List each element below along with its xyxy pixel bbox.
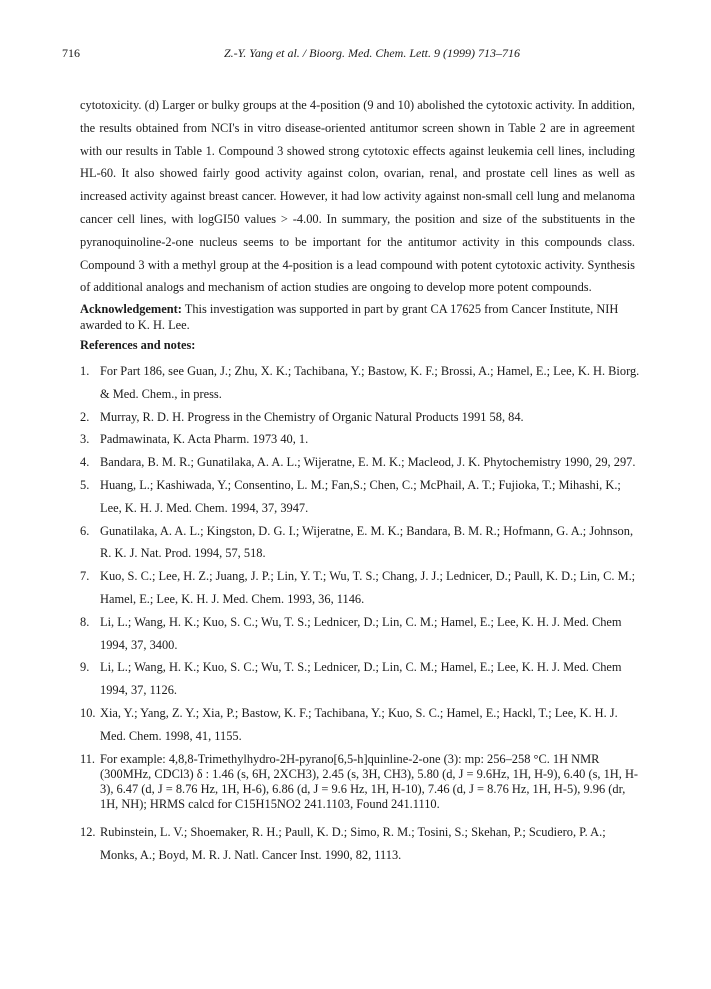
reference-number: 10. <box>80 705 96 720</box>
reference-5 <box>80 474 645 520</box>
reference-number: 9. <box>80 660 90 675</box>
reference-3 <box>80 428 645 451</box>
reference-number: 6. <box>80 523 90 538</box>
reference-9 <box>80 656 645 702</box>
reference-number: 8. <box>80 614 90 629</box>
reference-4 <box>80 451 645 474</box>
reference-2 <box>80 406 645 429</box>
reference-number: 11. <box>80 751 96 766</box>
reference-text: Li, L.; Wang, H. K.; Kuo, S. C.; Wu, T. S.; Lednicer, D.; Lin, C. M.; Hamel, E.; Lee, K. H. J. Med. Chem 1994, 37, 1126. <box>100 660 622 698</box>
references-heading: References and notes: <box>80 338 196 352</box>
reference-number: 12. <box>80 824 96 839</box>
reference-10 <box>80 702 645 748</box>
reference-number: 2. <box>80 409 90 424</box>
reference-number: 5. <box>80 477 90 492</box>
reference-7 <box>80 565 645 611</box>
reference-11 <box>80 752 645 813</box>
reference-text: For Part 186, see Guan, J.; Zhu, X. K.; Tachibana, Y.; Bastow, K. F.; Brossi, A.; Hamel, E.; Lee, K. H. Biorg. & Med. Chem., in press. <box>100 364 640 401</box>
reference-text: Xia, Y.; Yang, Z. Y.; Xia, P.; Bastow, K. F.; Tachibana, Y.; Kuo, S. C.; Hamel, E.; Hackl, T.; Lee, K. H. J. Med. Chem. 1998, 41, 1155. <box>100 705 618 743</box>
reference-number: 7. <box>80 569 90 584</box>
reference-6 <box>80 520 645 566</box>
reference-text: Rubinstein, L. V.; Shoemaker, R. H.; Paull, K. D.; Simo, R. M.; Tosini, S.; Skehan, P.; Scudiero, P. A.; Monks, A.; Boyd, M. R. J. Natl. Cancer Inst. 1990, 82, 1113. <box>100 824 606 862</box>
reference-number: 4. <box>80 455 90 470</box>
reference-1 <box>80 360 645 406</box>
reference-number: 3. <box>80 432 90 447</box>
reference-text: Huang, L.; Kashiwada, Y.; Consentino, L. M.; Fan,S.; Chen, C.; McPhail, A. T.; Fujioka, T.; Mihashi, K.; Lee, K. H. J. Med. Chem. 1994, 37, 3947. <box>100 477 621 515</box>
reference-number: 1. <box>80 364 90 378</box>
reference-text: Padmawinata, K. Acta Pharm. 1973 40, 1. <box>100 432 309 447</box>
reference-12 <box>80 821 645 867</box>
acknowledgement-text: This investigation was supported in part by grant CA 17625 from Cancer Institute, NIH awarded to K. H. Lee. <box>80 302 619 332</box>
acknowledgement-label: Acknowledgement: <box>80 302 182 316</box>
reference-text: Kuo, S. C.; Lee, H. Z.; Juang, J. P.; Lin, Y. T.; Wu, T. S.; Chang, J. J.; Lednicer, D.; Paull, K. D.; Lin, C. M.; Hamel, E.; Lee, K. H. J. Med. Chem. 1993, 36, 1146. <box>100 569 636 606</box>
reference-text: Murray, R. D. H. Progress in the Chemistry of Organic Natural Products 1991 58, 84. <box>100 409 524 424</box>
reference-text: Gunatilaka, A. A. L.; Kingston, D. G. I.; Wijeratne, E. M. K.; Bandara, B. M. R.; Hofmann, G. A.; Johnson, R. K. J. Nat. Prod. 1994, 57, 518. <box>100 523 634 561</box>
page-number: 716 <box>62 46 80 60</box>
acknowledgement <box>80 302 640 333</box>
reference-text: Bandara, B. M. R.; Gunatilaka, A. A. L.; Wijeratne, E. M. K.; Macleod, J. K. Phytochemistry 1990, 29, 297. <box>100 455 636 470</box>
reference-text: Li, L.; Wang, H. K.; Kuo, S. C.; Wu, T. S.; Lednicer, D.; Lin, C. M.; Hamel, E.; Lee, K. H. J. Med. Chem 1994, 37, 3400. <box>100 614 622 652</box>
running-head: Z.-Y. Yang et al. / Bioorg. Med. Chem. Lett. 9 (1999) 713–716 <box>224 46 521 60</box>
references-list <box>80 360 645 866</box>
reference-text: For example: 4,8,8-Trimethylhydro-2H-pyrano[6,5-h]quinline-2-one (3): mp: 256–258 °C. 1H NMR (300MHz, CDCl3) δ : 1.46 (s, 6H, 2XCH3), 2.45 (s, 3H, CH3), 5.80 (d, J = 9.6Hz, 1H, H-9), 6.40 (s, 1H, H-3), 6.47 (d, J = 8.76 Hz, 1H, H-6), 6.86 (d, J = 9.6 Hz, 1H, H-10), 7.46 (d, J = 8.76 Hz, 1H, H-5), 9.96 (dr, 1H, NH); HRMS calcd for C15H15NO2 241.1103, Found 241.1110. <box>100 751 639 812</box>
reference-8 <box>80 611 645 657</box>
body-paragraph: cytotoxicity. (d) Larger or bulky groups at the 4-position (9 and 10) abolished the cytotoxic activity. In addition, the results obtained from NCI's in vitro disease-oriented antitumor screen shown in Table 2 are in agreement with our results in Table 1. Compound 3 showed strong cytotoxic effects against leukemia cell lines, including HL-60. It also showed fairly good activity against colon, ovarian, renal, and prostate cell lines as well as increased activity against breast cancer. However, it had low activity against non-small cell lung and melanoma cancer cell lines, with logGI50 values > -4.00. In summary, the position and size of the substituents in the pyranoquinoline-2-one nucleus seems to be important for the antitumor activity in this compounds class. Compound 3 with a methyl group at the 4-position is a lead compound with potent cytotoxic activity. Synthesis of additional analogs and mechanism of action studies are ongoing to develop more potent compounds. <box>80 98 635 295</box>
